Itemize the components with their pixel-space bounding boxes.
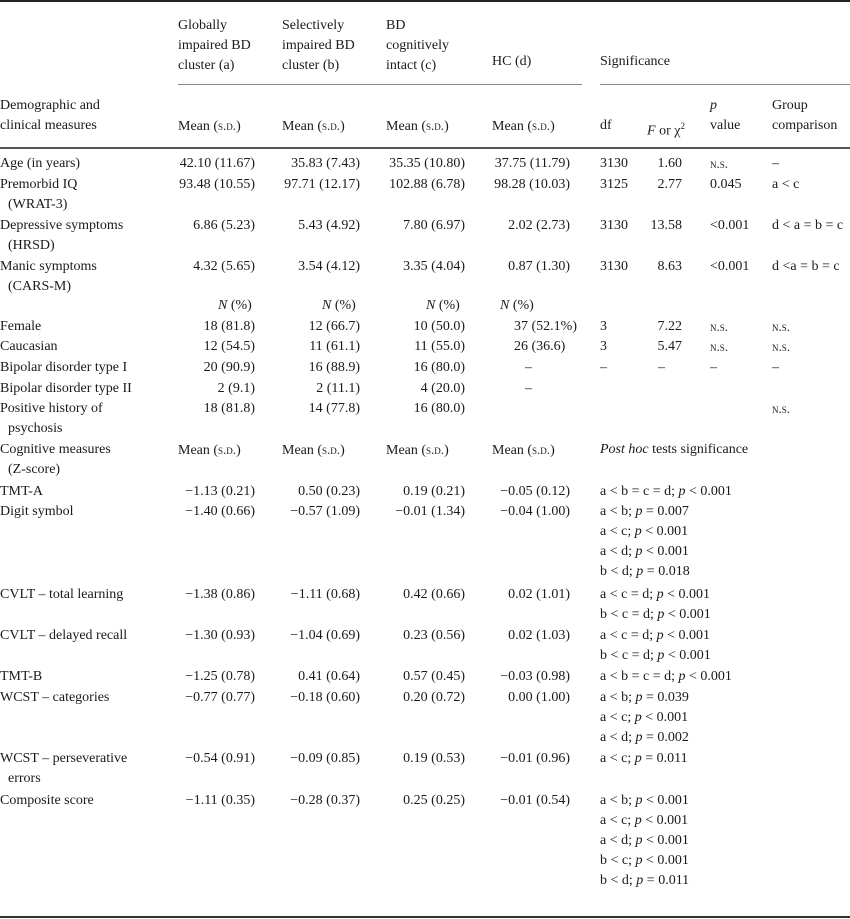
cell-group-d: 0.00 (1.00) <box>508 689 570 705</box>
header-line: clinical measures <box>0 118 97 133</box>
header-p-value <box>710 96 740 136</box>
cell-group-b: 3.54 (4.12) <box>298 259 360 274</box>
cell-group-comparison: – <box>772 360 779 375</box>
header-line: cognitively <box>386 38 449 53</box>
cell-group-c: 4 (20.0) <box>420 380 465 396</box>
cell-group-d: 37 (52.1%) <box>514 318 577 334</box>
cell-group-d: 0.87 (1.30) <box>508 259 570 274</box>
cell-group-b: −0.57 (1.09) <box>290 504 360 520</box>
header-df: df <box>600 118 612 133</box>
cell-group-comparison: n.s. <box>772 401 791 417</box>
cell-group-d: −0.01 (0.96) <box>500 751 570 767</box>
cell-group-a: −0.54 (0.91) <box>185 751 255 767</box>
posthoc-line: a < c; p < 0.001 <box>600 812 689 828</box>
cell-df: 3125 <box>600 176 628 192</box>
cell-group-a: 12 (54.5) <box>203 339 255 355</box>
cell-p-value: n.s. <box>710 156 729 171</box>
cell-group-c: 102.88 (6.78) <box>389 176 465 192</box>
cell-group-b: 97.71 (12.17) <box>284 176 360 192</box>
cell-group-comparison: n.s. <box>772 318 791 334</box>
posthoc-line: b < c; p < 0.001 <box>600 852 689 868</box>
cell-group-comparison: – <box>772 156 779 171</box>
cell-group-c: 35.35 (10.80) <box>389 156 465 171</box>
cell-group-b: 0.50 (0.23) <box>298 483 360 499</box>
cell-f: 5.47 <box>657 339 682 355</box>
header-group-d: HC (d) <box>492 54 532 69</box>
cell-group-d: – <box>525 380 532 396</box>
cell-group-d: 0.02 (1.03) <box>508 627 570 643</box>
cell-group-d: 98.28 (10.03) <box>494 176 570 192</box>
row-label: Bipolar disorder type I <box>0 360 128 375</box>
cell-group-a: −1.25 (0.78) <box>185 669 255 684</box>
cell-group-d: −0.03 (0.98) <box>500 669 570 684</box>
cell-group-d: 37.75 (11.79) <box>494 156 570 171</box>
cell-posthoc <box>600 688 689 748</box>
posthoc-line: a < b = c = d; p < 0.001 <box>600 483 732 499</box>
cell-group-a: 2 (9.1) <box>217 380 255 396</box>
posthoc-line: b < c = d; p < 0.001 <box>600 647 711 663</box>
posthoc-line: a < b; p = 0.039 <box>600 689 689 705</box>
posthoc-line: a < d; p < 0.001 <box>600 544 689 560</box>
posthoc-line: a < c = d; p < 0.001 <box>600 627 711 643</box>
cell-f: 8.63 <box>657 259 682 274</box>
cell-group-c: 0.57 (0.45) <box>403 669 465 684</box>
cell-group-b: 5.43 (4.92) <box>298 217 360 233</box>
row-label: Composite score <box>0 792 94 808</box>
header-line: BD <box>386 18 406 33</box>
header-line: comparison <box>772 118 838 133</box>
cell-group-b: 16 (88.9) <box>308 360 360 375</box>
header-line: Selectively <box>282 18 345 33</box>
header-line: Globally <box>178 18 227 33</box>
cell-posthoc <box>600 749 688 769</box>
cell-group-d: – <box>525 360 532 375</box>
cell-p-value: 0.045 <box>710 176 742 192</box>
posthoc-line: a < c = d; p < 0.001 <box>600 586 711 602</box>
cell-group-c: 0.23 (0.56) <box>403 627 465 643</box>
cell-group-c: 11 (55.0) <box>414 339 465 355</box>
header-line: cluster (b) <box>282 58 340 73</box>
row-label: Age (in years) <box>0 156 81 171</box>
cell-group-a: 6.86 (5.23) <box>193 217 255 233</box>
posthoc-line: b < d; p = 0.011 <box>600 872 690 888</box>
row-label: TMT-A <box>0 483 44 499</box>
subheader-mean-sd: Mean (s.d.) <box>178 442 241 459</box>
significance-header-rule <box>600 84 850 85</box>
posthoc-line: a < c; p < 0.001 <box>600 709 689 725</box>
subheader-n-pct: N (%) <box>218 298 252 314</box>
subheader-mean-sd: Mean (s.d.) <box>178 118 241 134</box>
cell-group-c: 0.25 (0.25) <box>403 792 465 808</box>
row-label: WCST – categories <box>0 689 110 705</box>
cell-group-a: −1.38 (0.86) <box>185 586 255 602</box>
header-group-c <box>386 16 449 76</box>
cognitive-section-label: Cognitive measures (Z-score) <box>0 442 111 478</box>
cell-group-comparison: d < a = b = c <box>772 217 844 233</box>
cell-df: 3130 <box>600 156 628 171</box>
header-f-chi: F or $\chi^2$ <box>647 121 685 139</box>
header-line: cluster (a) <box>178 58 235 73</box>
header-group-b <box>282 16 355 76</box>
cell-group-a: −1.30 (0.93) <box>185 627 255 643</box>
cell-f: 2.77 <box>657 176 682 192</box>
row-label: Caucasian <box>0 339 58 355</box>
posthoc-line: a < b; p < 0.001 <box>600 792 689 808</box>
cell-df: 3 <box>600 339 607 355</box>
posthoc-line: a < c; p < 0.001 <box>600 524 689 540</box>
subheader-mean-sd: Mean (s.d.) <box>386 442 449 459</box>
cell-group-b: −0.28 (0.37) <box>290 792 360 808</box>
groups-header-rule <box>178 84 582 85</box>
cell-posthoc <box>600 502 690 582</box>
cell-p-value: n.s. <box>710 339 729 355</box>
header-line: value <box>710 118 741 133</box>
cell-group-b: 14 (77.8) <box>308 401 360 417</box>
cell-group-a: 18 (81.8) <box>203 401 255 417</box>
row-label: CVLT – total learning <box>0 586 124 602</box>
cell-group-c: 0.19 (0.53) <box>403 751 465 767</box>
cell-group-c: 16 (80.0) <box>413 401 465 417</box>
row-label: Positive history of psychosis <box>0 401 103 437</box>
posthoc-line: a < b = c = d; p < 0.001 <box>600 669 732 684</box>
cell-group-c: 0.42 (0.66) <box>403 586 465 602</box>
cell-group-comparison: a < c <box>772 176 800 192</box>
cell-group-a: 20 (90.9) <box>203 360 255 375</box>
cell-group-b: −1.11 (0.68) <box>290 586 360 602</box>
cell-group-comparison: d <a = b = c <box>772 259 840 274</box>
cell-group-d: 26 (36.6) <box>514 339 566 355</box>
row-label: Female <box>0 318 42 334</box>
header-line: Group <box>772 98 808 113</box>
cell-f: 7.22 <box>657 318 682 334</box>
cell-group-b: 11 (61.1) <box>309 339 360 355</box>
cell-group-a: 42.10 (11.67) <box>179 156 255 171</box>
cell-group-c: 16 (80.0) <box>413 360 465 375</box>
cell-group-c: 3.35 (4.04) <box>403 259 465 274</box>
cell-group-b: 0.41 (0.64) <box>298 669 360 684</box>
cell-p-value: <0.001 <box>710 217 750 233</box>
row-label: Manic symptoms (CARS-M) <box>0 259 97 294</box>
row-label: Digit symbol <box>0 504 74 520</box>
cell-group-b: −0.09 (0.85) <box>290 751 360 767</box>
cell-group-d: −0.05 (0.12) <box>500 483 570 499</box>
cell-f: – <box>658 360 665 375</box>
table-top-rule <box>0 0 850 2</box>
subheader-mean-sd: Mean (s.d.) <box>492 118 555 134</box>
cell-group-c: 7.80 (6.97) <box>403 217 465 233</box>
subheader-mean-sd: Mean (s.d.) <box>282 118 345 134</box>
cell-group-comparison: n.s. <box>772 339 791 355</box>
subheader-n-pct: N (%) <box>426 298 460 314</box>
row-label: Depressive symptoms (HRSD) <box>0 217 124 253</box>
cell-group-a: 18 (81.8) <box>203 318 255 334</box>
cell-f: 13.58 <box>650 217 682 233</box>
cell-posthoc <box>600 667 732 687</box>
posthoc-line: a < b; p = 0.007 <box>600 504 689 520</box>
row-label: Bipolar disorder type II <box>0 380 132 396</box>
posthoc-line: a < c; p = 0.011 <box>600 751 688 767</box>
cell-group-a: −1.40 (0.66) <box>185 504 255 520</box>
subheader-mean-sd: Mean (s.d.) <box>492 442 555 459</box>
posthoc-header: Post hoc tests significance <box>600 442 749 458</box>
header-line: impaired BD <box>282 38 355 53</box>
row-label: TMT-B <box>0 669 43 684</box>
cell-p-value: <0.001 <box>710 259 750 274</box>
header-line: p <box>710 98 717 113</box>
cell-df: 3130 <box>600 259 628 274</box>
cell-group-b: 35.83 (7.43) <box>291 156 360 171</box>
cell-group-d: 0.02 (1.01) <box>508 586 570 602</box>
cell-posthoc <box>600 585 711 625</box>
cell-posthoc <box>600 791 689 891</box>
header-bottom-rule <box>0 147 850 149</box>
table-bottom-rule <box>0 916 850 918</box>
cell-df: 3130 <box>600 217 628 233</box>
cell-group-b: 12 (66.7) <box>308 318 360 334</box>
header-group-a <box>178 16 251 76</box>
subheader-n-pct: N (%) <box>500 298 534 314</box>
cell-f: 1.60 <box>657 156 682 171</box>
cell-group-a: 4.32 (5.65) <box>193 259 255 274</box>
posthoc-line: b < c = d; p < 0.001 <box>600 606 711 622</box>
subheader-mean-sd: Mean (s.d.) <box>386 118 449 134</box>
cell-group-a: −0.77 (0.77) <box>185 689 255 705</box>
header-significance: Significance <box>600 54 670 69</box>
cell-group-a: −1.13 (0.21) <box>185 483 255 499</box>
cell-posthoc <box>600 482 732 502</box>
posthoc-line: a < d; p = 0.002 <box>600 729 689 745</box>
cell-group-a: −1.11 (0.35) <box>185 792 255 808</box>
row-label: Premorbid IQ (WRAT-3) <box>0 176 78 212</box>
posthoc-line: a < d; p < 0.001 <box>600 832 689 848</box>
cell-df: – <box>600 360 607 375</box>
header-line: Demographic and <box>0 98 100 113</box>
header-row-label <box>0 96 100 136</box>
cell-group-c: 0.20 (0.72) <box>403 689 465 705</box>
row-label: WCST – perseverative errors <box>0 751 128 787</box>
cell-group-c: 10 (50.0) <box>413 318 465 334</box>
cell-group-d: 2.02 (2.73) <box>508 217 570 233</box>
header-line: impaired BD <box>178 38 251 53</box>
header-line: intact (c) <box>386 58 437 73</box>
cell-group-b: 2 (11.1) <box>316 380 360 396</box>
cell-group-b: −0.18 (0.60) <box>290 689 360 705</box>
header-group-comparison <box>772 96 837 136</box>
posthoc-line: b < d; p = 0.018 <box>600 564 690 580</box>
cell-p-value: n.s. <box>710 318 729 334</box>
cell-p-value: – <box>710 360 717 375</box>
cell-df: 3 <box>600 318 607 334</box>
cell-group-c: 0.19 (0.21) <box>403 483 465 499</box>
cell-group-d: −0.04 (1.00) <box>500 504 570 520</box>
subheader-n-pct: N (%) <box>322 298 356 314</box>
cell-group-a: 93.48 (10.55) <box>179 176 255 192</box>
cell-group-b: −1.04 (0.69) <box>290 627 360 643</box>
row-label: CVLT – delayed recall <box>0 627 128 643</box>
subheader-mean-sd: Mean (s.d.) <box>282 442 345 459</box>
cell-posthoc <box>600 626 711 666</box>
cell-group-d: −0.01 (0.54) <box>500 792 570 808</box>
cell-group-c: −0.01 (1.34) <box>395 504 465 520</box>
